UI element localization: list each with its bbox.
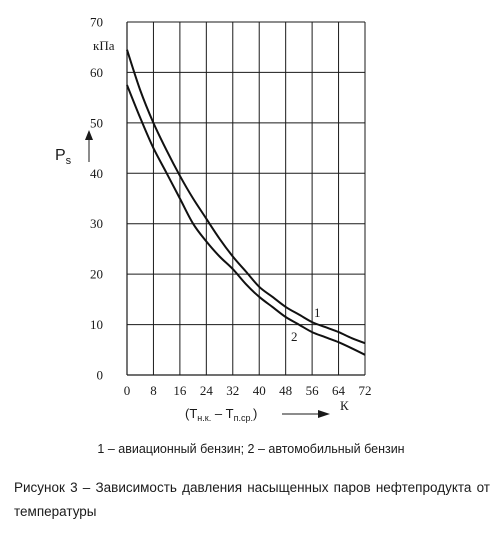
x-axis-title-sub1: н.к. bbox=[197, 413, 212, 423]
y-tick-label: 40 bbox=[90, 165, 103, 181]
legend-note: 1 – авиационный бензин; 2 – автомобильный бензин bbox=[97, 442, 405, 456]
figure-caption: Рисунок 3 – Зависимость давления насыщенных паров нефтепродукта от температуры bbox=[14, 480, 490, 519]
series-layer bbox=[127, 50, 365, 355]
x-tick-label: 40 bbox=[252, 383, 266, 398]
x-tick-label: 48 bbox=[279, 383, 293, 398]
y-unit-label: кПа bbox=[93, 38, 115, 53]
y-axis-title-main: P bbox=[55, 147, 66, 164]
x-tick-label: 16 bbox=[173, 383, 187, 398]
series-2-line bbox=[127, 85, 365, 355]
y-tick-label: 20 bbox=[90, 266, 103, 282]
x-tick-label: 72 bbox=[358, 383, 372, 398]
y-axis-title bbox=[55, 147, 72, 167]
x-tick-label: 8 bbox=[150, 383, 157, 398]
y-tick-label: 10 bbox=[90, 317, 103, 333]
x-axis-title-mid: – T bbox=[211, 406, 234, 421]
x-unit-label: К bbox=[340, 398, 349, 413]
series-2-label: 2 bbox=[291, 329, 298, 344]
y-axis-arrow bbox=[85, 130, 93, 162]
y-tick-label: 0 bbox=[96, 367, 103, 383]
x-tick-label: 56 bbox=[305, 383, 319, 398]
y-tick-label: 60 bbox=[90, 64, 103, 80]
y-axis-title-sub: s bbox=[65, 155, 72, 167]
x-tick-label: 0 bbox=[123, 383, 131, 398]
x-tick-label: 64 bbox=[332, 383, 346, 398]
x-axis-title-sub2: п.ср. bbox=[233, 413, 253, 423]
x-axis-title bbox=[185, 406, 257, 423]
x-tick-label: 32 bbox=[226, 383, 240, 398]
series-1-label: 1 bbox=[314, 305, 321, 320]
x-axis-arrow bbox=[282, 410, 330, 418]
y-tick-label: 70 bbox=[90, 14, 103, 30]
series-1-line bbox=[127, 50, 365, 344]
y-tick-label: 50 bbox=[90, 115, 103, 131]
grid bbox=[127, 22, 365, 375]
x-axis-title-close: ) bbox=[253, 406, 258, 421]
x-axis-title-open: (T bbox=[185, 406, 198, 421]
y-tick-label: 30 bbox=[90, 216, 103, 232]
x-tick-label: 24 bbox=[199, 383, 213, 398]
